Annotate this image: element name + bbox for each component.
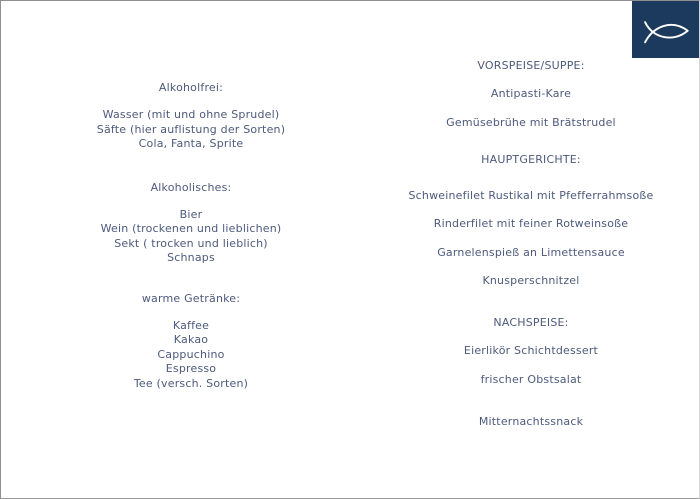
menu-item: Antipasti-Kare bbox=[490, 87, 572, 100]
menu-item: Schnaps bbox=[167, 251, 215, 264]
menu-item: Gemüsebrühe mit Brätstrudel bbox=[446, 115, 616, 129]
menu-item: Cappuchino bbox=[157, 347, 225, 361]
menu-item: Knusperschnitzel bbox=[482, 274, 580, 287]
menu-item: Sekt ( trocken und lieblich) bbox=[114, 236, 268, 250]
menu-item: frischer Obstsalat bbox=[480, 372, 582, 386]
menu-item: Kakao bbox=[173, 333, 209, 346]
menu-section-heading: Alkoholfrei: bbox=[158, 81, 224, 94]
menu-item: Wasser (mit und ohne Sprudel) bbox=[102, 108, 280, 121]
menu-item: Garnelenspieß an Limettensauce bbox=[437, 245, 625, 259]
menu-item: Eierlikör Schichtdessert bbox=[463, 344, 599, 357]
menu-section-heading: warme Getränke: bbox=[141, 291, 241, 305]
menu-item: Cola, Fanta, Sprite bbox=[138, 137, 244, 150]
menu-item: Schweinefilet Rustikal mit Pfefferrahmsoße bbox=[408, 188, 654, 202]
menu-item: Säfte (hier auflistung der Sorten) bbox=[96, 122, 286, 136]
menu-item: Bier bbox=[179, 207, 203, 221]
menu-item: Kaffee bbox=[172, 318, 210, 332]
left-column-drinks bbox=[41, 81, 341, 391]
right-column-food bbox=[391, 59, 671, 429]
menu-section-heading: NACHSPEISE: bbox=[493, 316, 569, 329]
menu-section-heading: Alkoholisches: bbox=[150, 180, 232, 194]
logo-box bbox=[632, 1, 699, 58]
menu-item-footer: Mitternachtssnack bbox=[478, 414, 584, 428]
menu-item: Rinderfilet mit feiner Rotweinsoße bbox=[433, 217, 629, 230]
menu-item: Espresso bbox=[165, 362, 217, 375]
menu-section-heading: HAUPTGERICHTE: bbox=[481, 152, 581, 166]
menu-item: Tee (versch. Sorten) bbox=[133, 376, 249, 390]
menu-item: Wein (trockenen und lieblichen) bbox=[100, 222, 282, 235]
ichthys-fish-icon bbox=[640, 12, 692, 48]
menu-section-heading: VORSPEISE/SUPPE: bbox=[477, 59, 585, 72]
